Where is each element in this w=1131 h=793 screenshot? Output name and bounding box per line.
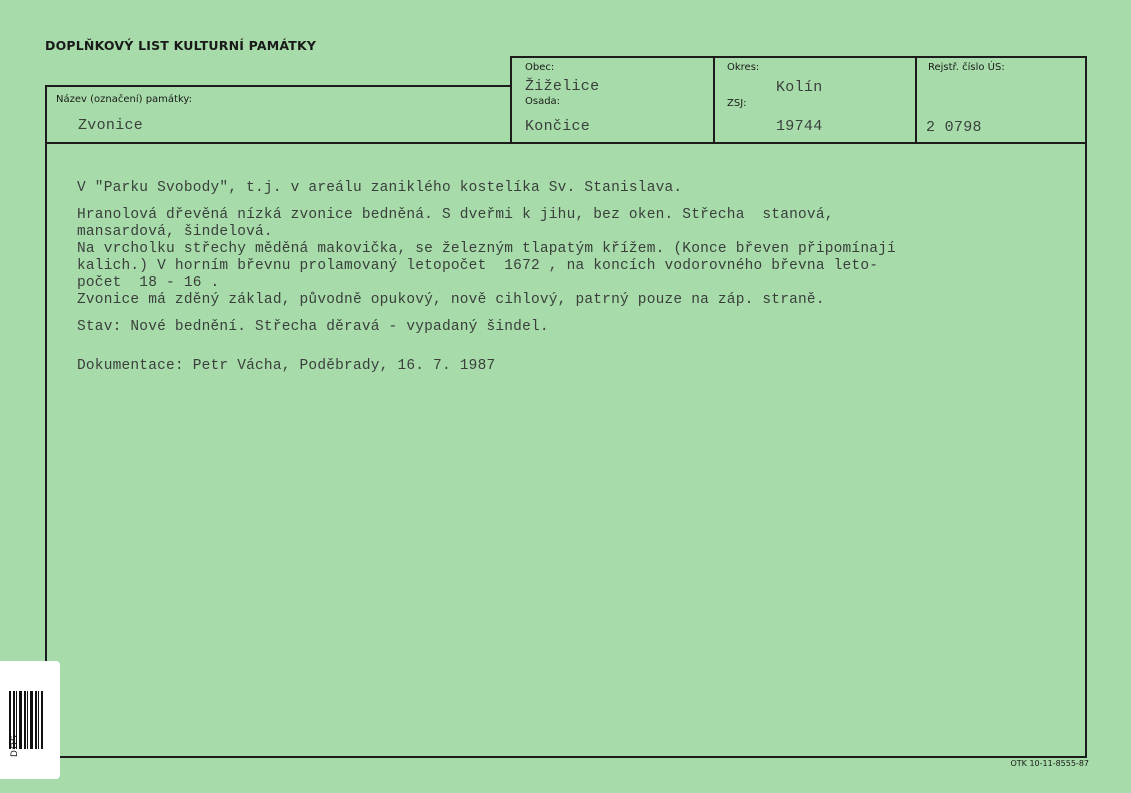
obec-value: Žiželice — [525, 78, 600, 95]
rejstr-label: Rejstř. číslo ÚS: — [928, 62, 1005, 73]
obec-label: Obec: — [525, 62, 555, 73]
frame-left — [45, 85, 47, 758]
condition-line: Stav: Nové bednění. Střecha děravá - vypadaný šindel. — [77, 319, 549, 335]
barcode-sticker — [0, 661, 60, 779]
frame-right — [1085, 56, 1087, 758]
name-label: Název (označení) památky: — [56, 94, 192, 105]
record-text — [77, 180, 1037, 375]
documentation-line: Dokumentace: Petr Vácha, Poděbrady, 16. 7. 1987 — [77, 358, 496, 374]
frame-top-right — [510, 56, 1087, 58]
description-line: Na vrcholku střechy měděná makovička, se železným tlapatým křížem. (Konce břeven připomínají — [77, 241, 896, 257]
description-line: Zvonice má zděný základ, původně opukový, nově cihlový, patrný pouze na záp. straně. — [77, 292, 825, 308]
sticker-label: DOS — [10, 734, 20, 757]
document-title: DOPLŇKOVÝ LIST KULTURNÍ PAMÁTKY — [45, 38, 317, 53]
frame-top-left — [45, 85, 511, 87]
header-divider — [45, 142, 1087, 144]
osada-value: Končice — [525, 118, 591, 135]
description-line: Hranolová dřevěná nízká zvonice bedněná. S dveřmi k jihu, bez oken. Střecha stanová, — [77, 207, 834, 223]
col-divider-2 — [713, 56, 715, 143]
name-value: Zvonice — [78, 117, 144, 134]
frame-bottom — [45, 756, 1087, 758]
col-divider-3 — [915, 56, 917, 143]
osada-label: Osada: — [525, 96, 561, 107]
rejstr-value: 2 0798 — [926, 119, 982, 136]
zsj-label: ZSJ: — [727, 98, 747, 109]
description-line: kalich.) V horním břevnu prolamovaný letopočet 1672 , na koncích vodorovného břevna leto- — [77, 258, 879, 274]
description-line: mansardová, šindelová. — [77, 224, 273, 240]
location-line: V "Parku Svobody", t.j. v areálu zaniklého kostelíka Sv. Stanislava. — [77, 180, 683, 196]
description-line: počet 18 - 16 . — [77, 275, 220, 291]
okres-value: Kolín — [776, 79, 823, 96]
col-divider-1 — [510, 56, 512, 143]
okres-label: Okres: — [727, 62, 760, 73]
form-code: OTK 10-11-8555-87 — [1010, 759, 1089, 768]
zsj-value: 19744 — [776, 118, 823, 135]
